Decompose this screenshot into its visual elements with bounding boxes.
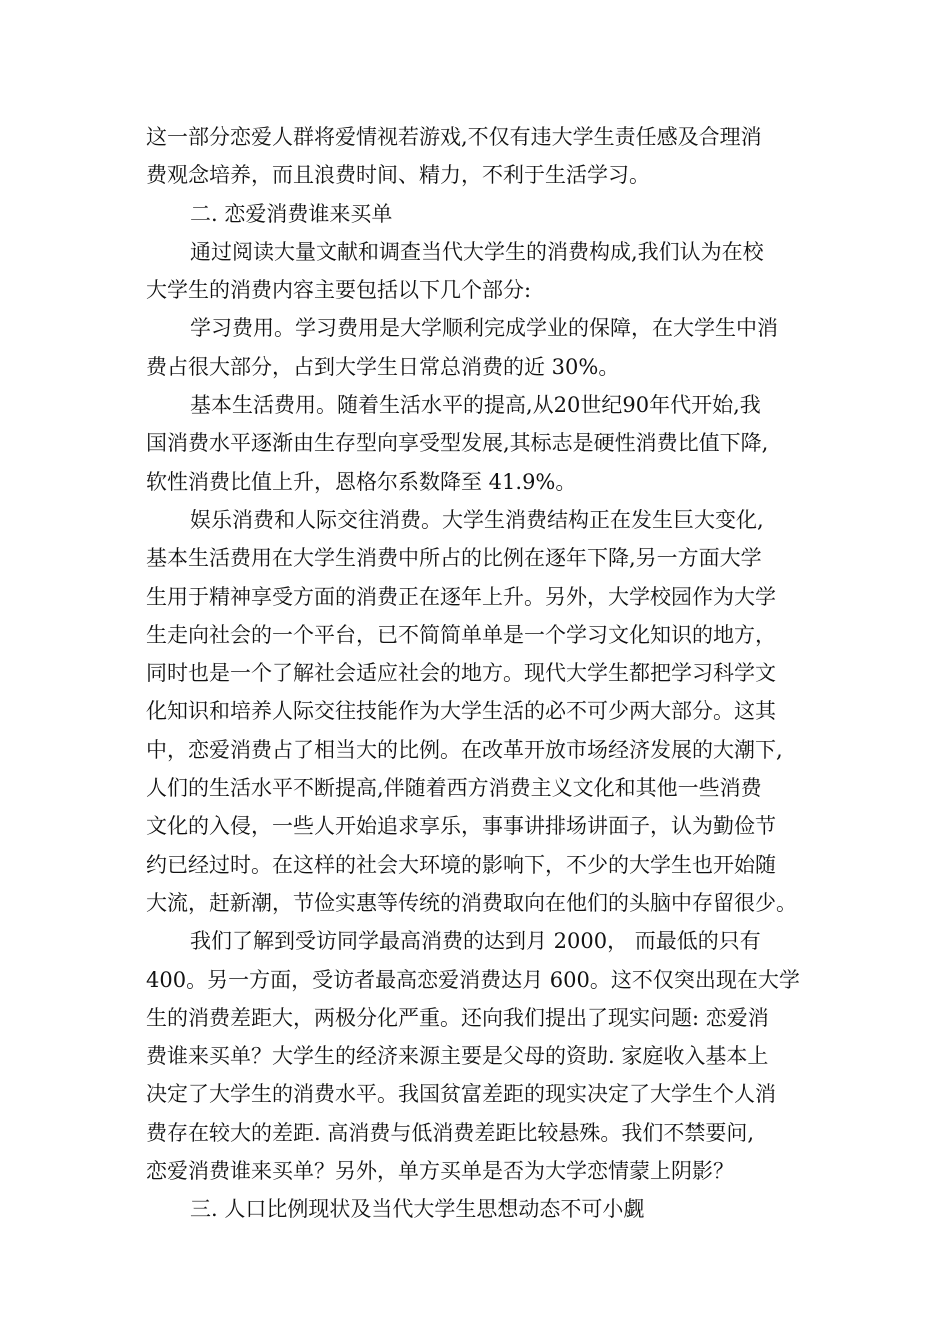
text-line: 通过阅读大量文献和调查当代大学生的消费构成,我们认为在校 [190,239,764,264]
text-line: 费谁来买单？大学生的经济来源主要是父母的资助. 家庭收入基本上 [146,1044,769,1069]
text-line: 国消费水平逐渐由生存型向享受型发展,其标志是硬性消费比值下降, [146,431,769,456]
text-line: 这一部分恋爱人群将爱情视若游戏,不仅有违大学生责任感及合理消 [146,125,762,149]
text-line: 娱乐消费和人际交往消费。大学生消费结构正在发生巨大变化, [190,507,764,532]
text-line: 基本生活费用在大学生消费中所占的比例在逐年下降,另一方面大学 [146,546,762,571]
body-text [146,118,826,1229]
text-line: 文化的入侵，一些人开始追求享乐，事事讲排场讲面子，认为勤俭节 [146,814,776,839]
text-line: 大流，赶新潮，节俭实惠等传统的消费取向在他们的头脑中存留很少。 [146,890,797,915]
text-line: 软性消费比值上升，恩格尔系数降至 41.9%。 [146,469,577,494]
text-line: 决定了大学生的消费水平。我国贫富差距的现实决定了大学生个人消 [146,1082,776,1107]
text-line: 化知识和培养人际交往技能作为大学生活的必不可少两大部分。这其 [146,699,776,724]
text-line: 费观念培养，而且浪费时间、精力，不利于生活学习。 [146,163,650,188]
text-line: 大学生的消费内容主要包括以下几个部分: [146,278,532,303]
section-heading: 三. 人口比例现状及当代大学生思想动态不可小觑 [190,1197,645,1222]
text-line: 学习费用。学习费用是大学顺利完成学业的保障，在大学生中消 [190,316,778,341]
text-line: 费存在较大的差距. 高消费与低消费差距比较悬殊。我们不禁要问, [146,1120,755,1145]
text-line: 生走向社会的一个平台，已不简简单单是一个学习文化知识的地方， [146,622,776,647]
text-line: 基本生活费用。随着生活水平的提高,从20世纪90年代开始,我 [190,393,761,418]
text-line: 恋爱消费谁来买单？另外，单方买单是否为大学恋情蒙上阴影？ [146,1159,734,1184]
text-line: 生用于精神享受方面的消费正在逐年上升。另外，大学校园作为大学 [146,584,776,609]
text-line: 约已经过时。在这样的社会大环境的影响下，不少的大学生也开始随 [146,852,776,877]
text-line: 生的消费差距大，两极分化严重。还向我们提出了现实问题: 恋爱消 [146,1005,769,1030]
section-heading: 二. 恋爱消费谁来买单 [190,201,393,226]
text-line: 同时也是一个了解社会适应社会的地方。现代大学生都把学习科学文 [146,661,776,686]
text-line: 中，恋爱消费占了相当大的比例。在改革开放市场经济发展的大潮下, [146,737,783,762]
text-line: 人们的生活水平不断提高,伴随着西方消费主义文化和其他一些消费 [146,776,762,801]
text-line: 费占很大部分，占到大学生日常总消费的近 30%。 [146,354,620,379]
text-line: 我们了解到受访同学最高消费的达到月 2000， 而最低的只有 [190,929,761,954]
text-line: 400。另一方面，受访者最高恋爱消费达月 600。这不仅突出现在大学 [146,967,800,992]
